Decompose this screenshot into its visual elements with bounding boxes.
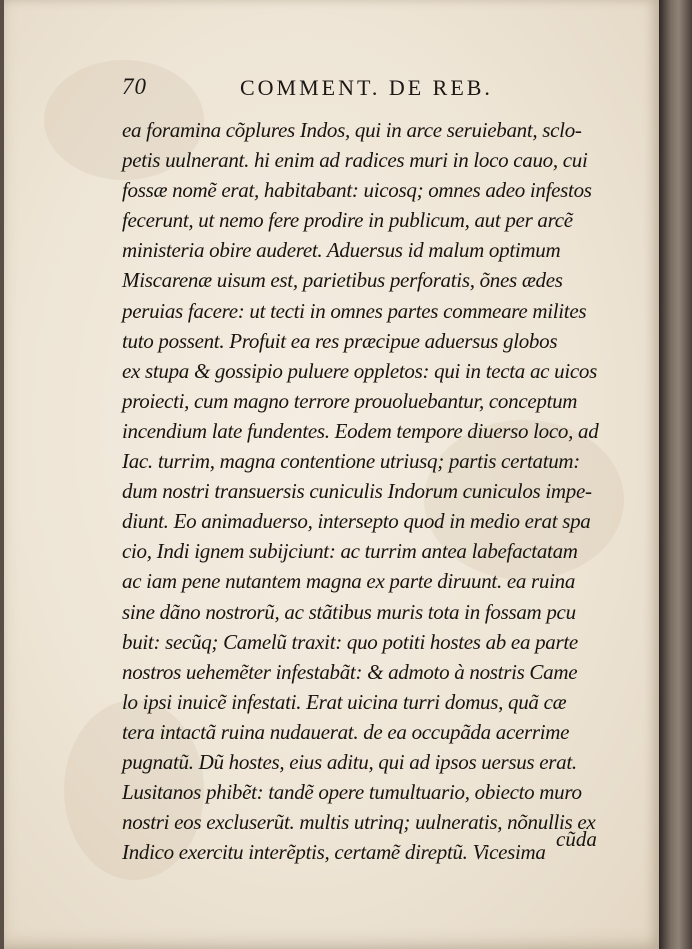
text-line: cio, Indi ignem subijciunt: ac turrim antea labefactatam [122,539,578,564]
catchword: cũda [556,827,597,851]
text-line: pugnatũ. Dũ hostes, eius aditu, qui ad ipsos uersus erat. [122,749,577,774]
text-line: Miscarenæ uisum est, parietibus perforatis, õnes ædes [122,268,563,293]
text-line: nostri eos excluserũt. multis utrinq; uulneratis, nõnullis ex [122,810,596,835]
text-line: peruias facere: ut tecti in omnes partes commeare milites [122,298,587,323]
text-line: Iac. turrim, magna contentione utriusq; partis certatum: [122,449,580,474]
text-line: sine dãno nostrorũ, ac stãtibus muris tota in fossam pcu [122,599,576,624]
text-line: lo ipsi inuicẽ infestati. Erat uicina turri domus, quã cæ [122,689,567,714]
page-edge-binding [659,0,692,949]
text-line: tuto possent. Profuit ea res præcipue aduersus globos [122,328,558,353]
text-line: petis uulnerant. hi enim ad radices muri in loco cauo, cui [122,148,588,173]
text-line: proiecti, cum magno terrore prouoluebantur, conceptum [122,388,578,413]
text-line: buit: secũq; Camelũ traxit: quo potiti hostes ab ea parte [122,629,578,654]
text-line: nostros uehemẽter infestabãt: & admoto à nostris Came [122,659,578,684]
text-line: tera intactã ruina nudauerat. de ea occupãda acerrime [122,719,570,744]
text-line: ac iam pene nutantem magna ex parte diruunt. ea ruina [122,569,576,594]
text-line: ex stupa & gossipio puluere oppletos: qui in tecta ac uicos [122,358,597,383]
body-text [122,115,602,867]
page-header [122,74,522,104]
text-line: Indico exercitu interẽptis, certamẽ direptũ. Vicesima [122,840,546,865]
page-number: 70 [122,74,147,99]
text-line: Lusitanos phibẽt: tandẽ opere tumultuario, obiecto muro [122,780,582,805]
text-line: incendium late fundentes. Eodem tempore diuerso loco, ad [122,418,599,443]
text-line: fecerunt, ut nemo fere prodire in publicum, aut per arcẽ [122,208,573,233]
running-head: COMMENT. DE REB. [240,75,493,100]
text-line: dum nostri transuersis cuniculis Indorum cuniculos impe- [122,479,592,504]
text-line: fossæ nomẽ erat, habitabant: uicosq; omnes adeo infestos [122,178,592,203]
text-line: diunt. Eo animaduerso, intersepto quod in medio erat spa [122,509,591,534]
text-line: ministeria obire auderet. Aduersus id malum optimum [122,238,561,263]
text-line: ea foramina cõplures Indos, qui in arce seruiebant, sclo- [122,118,582,142]
